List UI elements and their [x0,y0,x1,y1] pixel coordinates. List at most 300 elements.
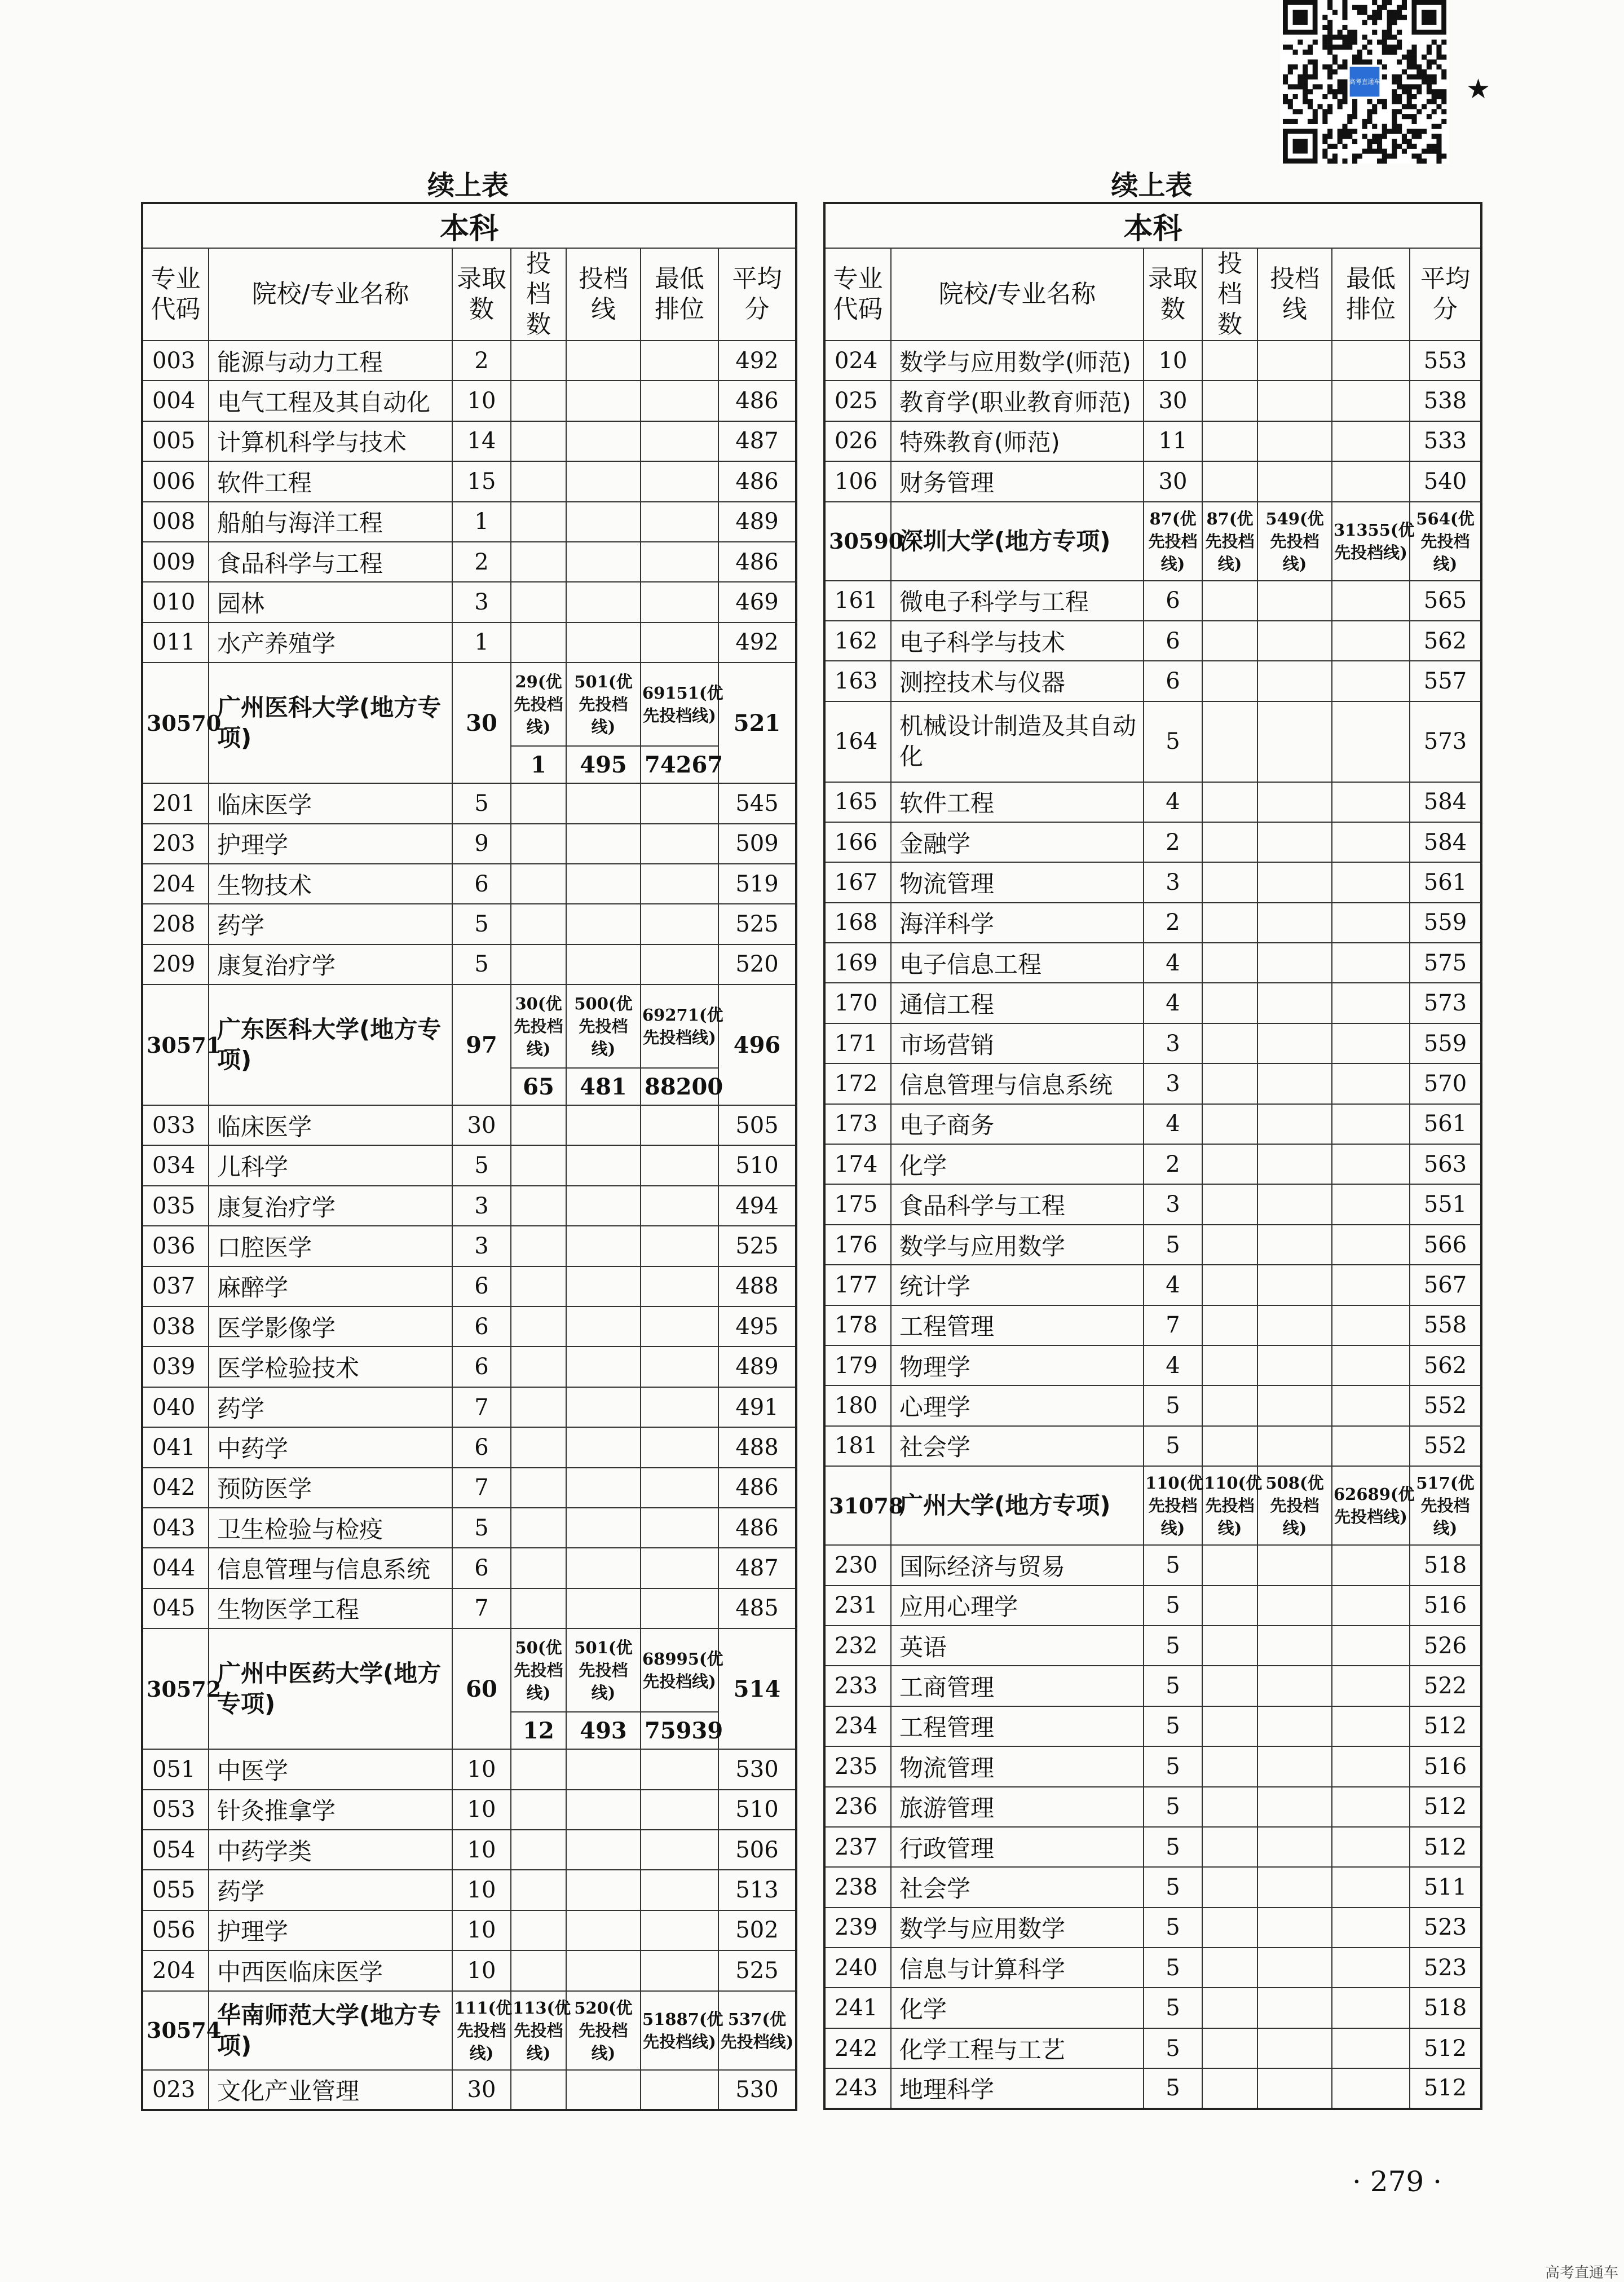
major-code: 179 [824,1345,891,1385]
table-row [142,1830,796,1870]
td-line [566,1950,641,1990]
avg-score: 519 [718,864,796,904]
section-title: 本科 [824,203,1481,248]
university-code: 30574 [142,1991,209,2070]
td-line [1257,1184,1332,1224]
avg-score: 538 [1410,381,1481,421]
major-name: 财务管理 [891,461,1144,501]
table-row [824,983,1481,1023]
td-count [1202,1867,1257,1907]
major-name: 临床医学 [209,783,452,823]
university-row [824,502,1481,581]
td-count [1202,1265,1257,1305]
header-td-count: 投档数 [511,248,566,341]
major-code: 004 [142,381,209,421]
caption-left: 续上表 [427,170,509,201]
avg-score: 557 [1410,661,1481,701]
admit-count: 2 [452,542,511,582]
major-code: 201 [142,783,209,823]
min-rank [641,1186,718,1226]
table-row [824,903,1481,943]
avg-score: 523 [1410,1908,1481,1948]
admit-count: 5 [1144,1908,1202,1948]
avg-score: 566 [1410,1225,1481,1265]
td-line [1257,1023,1332,1063]
major-name: 化学 [891,1144,1144,1184]
admit-count: 5 [1144,1626,1202,1666]
major-name: 英语 [891,1626,1144,1666]
major-name: 通信工程 [891,983,1144,1023]
td-line [566,944,641,985]
admit-count: 4 [1144,782,1202,822]
admit-count: 5 [1144,1666,1202,1706]
avg-score: 512 [1410,1706,1481,1746]
td-line [566,1910,641,1950]
td-count [1202,1586,1257,1626]
table-row [824,1265,1481,1305]
major-name: 物理学 [891,1345,1144,1385]
university-code: 30570 [142,663,209,783]
td-count [511,542,566,582]
avg-score: 561 [1410,862,1481,902]
university-row [142,663,796,746]
td-count [511,783,566,823]
table-row [824,943,1481,983]
td-count [511,341,566,381]
major-name: 麻醉学 [209,1266,452,1306]
major-code: 204 [142,1950,209,1990]
major-name: 测控技术与仪器 [891,661,1144,701]
td-line [566,1870,641,1910]
table-row [142,1186,796,1226]
footer-watermark: 高考直通车 [1545,2265,1619,2281]
avg-score: 491 [718,1387,796,1427]
admit-count: 6 [1144,661,1202,701]
td-count [511,582,566,622]
table-row [824,1706,1481,1746]
td-count [511,461,566,501]
min-rank [1332,822,1410,862]
university-name: 广州中医药大学(地方专项) [209,1628,452,1749]
table-row [142,1306,796,1347]
major-code: 035 [142,1186,209,1226]
admit-count: 5 [1144,1827,1202,1867]
table-row [142,904,796,944]
td-line [1257,1104,1332,1144]
admit-count: 5 [1144,1746,1202,1786]
td-line [1257,381,1332,421]
min-rank [1332,862,1410,902]
td-count [1202,1184,1257,1224]
header-rank: 最低排位 [641,248,718,341]
td-count [1202,1385,1257,1425]
major-name: 能源与动力工程 [209,341,452,381]
major-code: 232 [824,1626,891,1666]
td-line [1257,1265,1332,1305]
avg-score: 584 [1410,822,1481,862]
td-line [1257,1426,1332,1466]
td-count [511,1427,566,1467]
min-rank [641,1950,718,1990]
table-row [142,381,796,421]
table-row [142,1145,796,1185]
avg-score: 573 [1410,701,1481,782]
admit-count: 2 [1144,822,1202,862]
min-rank [1332,1225,1410,1265]
table-row [824,1104,1481,1144]
university-code: 31078 [824,1466,891,1545]
td-count [1202,701,1257,782]
admit-count: 5 [452,1508,511,1548]
td-line [1257,1908,1332,1948]
td-line [566,623,641,663]
major-name: 社会学 [891,1867,1144,1907]
td-line [566,341,641,381]
admit-count: 5 [452,783,511,823]
min-rank [1332,461,1410,501]
td-line [1257,1787,1332,1827]
td-count [511,1910,566,1950]
td-count [1202,2068,1257,2108]
td-count [511,1548,566,1588]
min-rank [1332,1426,1410,1466]
td-count [1202,1104,1257,1144]
major-code: 231 [824,1586,891,1626]
min-rank [641,381,718,421]
td-count [511,1468,566,1508]
avg-score: 552 [1410,1385,1481,1425]
min-rank [1332,1908,1410,1948]
admit-count: 6 [452,1306,511,1347]
major-code: 171 [824,1023,891,1063]
td-count [511,1870,566,1910]
university-code: 30571 [142,985,209,1105]
td-count: 65 [511,1068,566,1105]
admit-count: 30 [1144,461,1202,501]
admit-count: 10 [1144,341,1202,381]
major-code: 204 [142,864,209,904]
admit-count: 110(优先投档线) [1144,1466,1202,1545]
major-code: 169 [824,943,891,983]
admit-count: 5 [452,904,511,944]
avg-score: 502 [718,1910,796,1950]
major-code: 241 [824,1988,891,2028]
table-row [142,1226,796,1266]
min-rank [1332,1586,1410,1626]
admit-count: 5 [1144,701,1202,782]
table-row [142,1950,796,1990]
min-rank [641,582,718,622]
major-code: 234 [824,1706,891,1746]
avg-score: 512 [1410,1827,1481,1867]
major-code: 006 [142,461,209,501]
admit-count: 5 [1144,2028,1202,2068]
td-line [1257,1666,1332,1706]
td-count [1202,341,1257,381]
avg-score: 486 [718,542,796,582]
header-avg: 平均分 [718,248,796,341]
admit-count: 3 [452,1186,511,1226]
td-count [1202,421,1257,461]
min-rank [641,1910,718,1950]
min-rank [1332,421,1410,461]
min-rank [641,1548,718,1588]
major-code: 045 [142,1588,209,1628]
min-rank [1332,1827,1410,1867]
admit-count: 5 [1144,1426,1202,1466]
admit-count: 6 [1144,581,1202,621]
admission-table-left [141,202,797,2111]
td-count [511,381,566,421]
td-count [1202,2028,1257,2068]
header-td-line: 投档线 [566,248,641,341]
avg-score: 575 [1410,943,1481,983]
major-code: 054 [142,1830,209,1870]
major-name: 信息与计算科学 [891,1948,1144,1988]
td-line [566,502,641,542]
td-count [1202,1144,1257,1184]
major-name: 信息管理与信息系统 [891,1063,1144,1104]
major-name: 文化产业管理 [209,2070,452,2110]
major-code: 005 [142,421,209,461]
td-count-priority: 30(优先投档线) [511,985,566,1068]
admit-count: 6 [452,1266,511,1306]
td-count [511,1830,566,1870]
td-count: 87(优先投档线) [1202,502,1257,581]
admit-count: 4 [1144,983,1202,1023]
avg-score: 514 [718,1628,796,1749]
major-code: 177 [824,1265,891,1305]
major-code: 166 [824,822,891,862]
td-count [1202,943,1257,983]
major-code: 051 [142,1749,209,1789]
avg-score: 553 [1410,341,1481,381]
table-row [824,1144,1481,1184]
td-line [566,824,641,864]
td-line: 481 [566,1068,641,1105]
major-name: 电气工程及其自动化 [209,381,452,421]
header-name: 院校/专业名称 [209,248,452,341]
td-line-priority: 501(优先投档线) [566,663,641,746]
header-td-line: 投档线 [1257,248,1332,341]
table-row [824,381,1481,421]
table-row [824,581,1481,621]
td-line [1257,2028,1332,2068]
table-row [142,783,796,823]
td-count [1202,782,1257,822]
table-row [824,822,1481,862]
td-count [511,1790,566,1830]
major-name: 旅游管理 [891,1787,1144,1827]
td-count [511,1347,566,1387]
admit-count: 7 [452,1387,511,1427]
admit-count: 5 [1144,1867,1202,1907]
table-row [142,341,796,381]
td-line [566,1588,641,1628]
min-rank: 62689(优先投档线) [1332,1466,1410,1545]
table-row [142,824,796,864]
table-row [142,623,796,663]
td-count [511,1186,566,1226]
td-line [1257,983,1332,1023]
td-count [1202,621,1257,661]
admit-count: 10 [452,1830,511,1870]
header-td-count: 投档数 [1202,248,1257,341]
table-row [142,1347,796,1387]
td-line [566,461,641,501]
admit-count: 5 [452,1145,511,1185]
major-code: 044 [142,1548,209,1588]
td-count [511,864,566,904]
major-name: 儿科学 [209,1145,452,1185]
td-line [566,1105,641,1145]
avg-score: 537(优先投档线) [718,1991,796,2070]
admission-table-right [823,202,1482,2110]
major-name: 康复治疗学 [209,944,452,985]
admit-count: 2 [1144,1144,1202,1184]
major-name: 海洋科学 [891,903,1144,943]
admit-count: 7 [452,1588,511,1628]
table-row [824,1746,1481,1786]
table-row [824,701,1481,782]
avg-score: 521 [718,663,796,783]
table-row [824,1827,1481,1867]
admit-count: 10 [452,1910,511,1950]
td-count [511,502,566,542]
avg-score: 522 [1410,1666,1481,1706]
major-code: 039 [142,1347,209,1387]
admit-count: 30 [1144,381,1202,421]
td-count [1202,903,1257,943]
avg-score: 567 [1410,1265,1481,1305]
major-name: 工程管理 [891,1706,1144,1746]
avg-score: 552 [1410,1426,1481,1466]
table-row [824,1385,1481,1425]
admit-count: 11 [1144,421,1202,461]
avg-score: 485 [718,1588,796,1628]
min-rank: 88200 [641,1068,718,1105]
td-count-priority: 29(优先投档线) [511,663,566,746]
avg-score: 517(优先投档线) [1410,1466,1481,1545]
min-rank [641,904,718,944]
major-name: 统计学 [891,1265,1144,1305]
avg-score: 486 [718,461,796,501]
td-count [1202,1063,1257,1104]
major-code: 164 [824,701,891,782]
major-code: 176 [824,1225,891,1265]
td-line [1257,782,1332,822]
avg-score: 488 [718,1266,796,1306]
major-name: 中药学类 [209,1830,452,1870]
td-count [511,944,566,985]
admit-count: 15 [452,461,511,501]
avg-score: 551 [1410,1184,1481,1224]
td-line [1257,822,1332,862]
td-count [1202,661,1257,701]
td-count: 113(优先投档线) [511,1991,566,2070]
td-line [566,1347,641,1387]
td-count [511,1387,566,1427]
admit-count: 7 [452,1468,511,1508]
table-row [824,2028,1481,2068]
major-name: 机械设计制造及其自动化 [891,701,1144,782]
avg-score: 506 [718,1830,796,1870]
admit-count: 97 [452,985,511,1105]
major-name: 中药学 [209,1427,452,1467]
min-rank [641,1387,718,1427]
major-code: 239 [824,1908,891,1948]
td-count [1202,1787,1257,1827]
td-count: 12 [511,1712,566,1749]
min-rank-priority: 69271(优先投档线) [641,985,718,1068]
major-name: 国际经济与贸易 [891,1545,1144,1585]
min-rank [1332,1184,1410,1224]
td-line [1257,1144,1332,1184]
page-number: · 279 · [1352,2165,1442,2198]
td-line [1257,1746,1332,1786]
min-rank [641,1468,718,1508]
min-rank-priority: 69151(优先投档线) [641,663,718,746]
major-code: 172 [824,1063,891,1104]
university-row [142,985,796,1068]
avg-score: 563 [1410,1144,1481,1184]
major-name: 物流管理 [891,862,1144,902]
section-title: 本科 [142,203,796,248]
university-name: 深圳大学(地方专项) [891,502,1144,581]
avg-score: 562 [1410,1345,1481,1385]
major-name: 园林 [209,582,452,622]
min-rank [1332,1706,1410,1746]
admit-count: 14 [452,421,511,461]
admit-count: 2 [452,341,511,381]
td-line [1257,862,1332,902]
table-row [142,542,796,582]
td-line [1257,1545,1332,1585]
min-rank [641,1588,718,1628]
td-count [1202,1426,1257,1466]
avg-score: 488 [718,1427,796,1467]
avg-score: 486 [718,1468,796,1508]
major-code: 162 [824,621,891,661]
major-code: 042 [142,1468,209,1508]
major-code: 024 [824,341,891,381]
admit-count: 3 [452,582,511,622]
table-row [142,1105,796,1145]
td-count [511,2070,566,2110]
major-name: 药学 [209,1870,452,1910]
min-rank [641,2070,718,2110]
admit-count: 2 [1144,903,1202,943]
min-rank [1332,621,1410,661]
major-name: 应用心理学 [891,1586,1144,1626]
table-row [824,862,1481,902]
table-row [142,502,796,542]
td-line: 493 [566,1712,641,1749]
major-name: 数学与应用数学 [891,1908,1144,1948]
table-row [824,1345,1481,1385]
td-count [1202,1706,1257,1746]
min-rank [1332,1305,1410,1345]
avg-score: 512 [1410,2068,1481,2108]
td-line [566,1548,641,1588]
admit-count: 5 [1144,2068,1202,2108]
major-code: 165 [824,782,891,822]
major-code: 233 [824,1666,891,1706]
td-count [511,904,566,944]
admit-count: 5 [1144,1545,1202,1585]
avg-score: 505 [718,1105,796,1145]
avg-score: 525 [718,1950,796,1990]
